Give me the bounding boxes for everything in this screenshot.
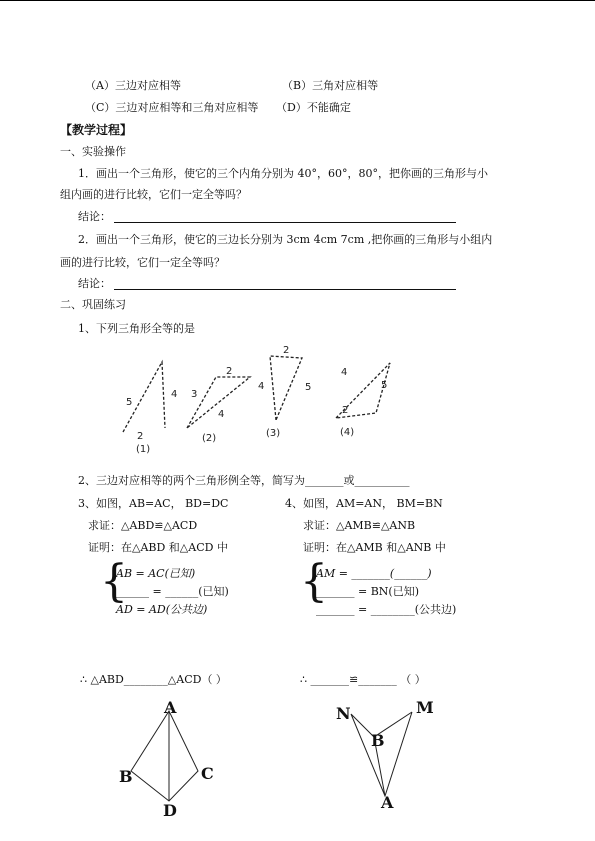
t2-side-c: 4 (218, 409, 225, 420)
part1-heading: 一、实验操作 (60, 145, 126, 158)
part1-q2-line2: 画的进行比较，它们一定全等吗？ (60, 256, 225, 269)
point-A-left: A (164, 698, 177, 717)
figure-left-shape (131, 711, 198, 801)
q4-proof: 证明：在△AMB 和△ANB 中 (303, 541, 446, 554)
point-A-right: A (381, 793, 394, 812)
q4-brace: { (300, 556, 328, 607)
point-N-right: N (336, 704, 351, 723)
point-M-right: M (416, 698, 434, 717)
q3-line2: ______ = ______(已知) (116, 585, 229, 598)
t4-side-c: 2 (342, 405, 349, 416)
q4-line3: _______ = ________(公共边) (316, 603, 457, 616)
t1-side-a: 5 (126, 397, 133, 408)
point-B-left: B (119, 767, 133, 786)
q3-brace: { (100, 556, 128, 607)
q3-given: 3、如图，AB=AC， BD=DC (78, 497, 229, 510)
option-a: （A）三边对应相等 (85, 79, 181, 92)
q4-conclusion: ∴ _______≌_______ （ ） (300, 673, 426, 686)
q3-line1: AB = AC(已知) (116, 567, 196, 580)
t3-label: (3) (266, 428, 281, 439)
q3-line3: AD = AD(公共边) (116, 603, 208, 616)
q4-given: 4、如图，AM=AN， BM=BN (285, 497, 443, 510)
t1-side-b: 4 (171, 389, 178, 400)
q3-prove: 求证：△ABD≌△ACD (88, 519, 198, 532)
point-B-right: B (371, 731, 385, 750)
conclusion-label-1: 结论： (78, 210, 111, 223)
part2-heading: 二、巩固练习 (60, 298, 126, 311)
figure-right-shape (351, 712, 412, 796)
point-D-left: D (163, 801, 177, 820)
part1-q1-line1: 1．画出一个三角形，使它的三个内角分别为 40°，60°，80°，把你画的三角形与小 (78, 167, 488, 180)
point-C-left: C (201, 764, 214, 783)
q3-conclusion: ∴ △ABD________△ACD（ ） (80, 673, 227, 686)
section-title: 【教学过程】 (60, 123, 133, 137)
t1-label: (1) (136, 444, 151, 455)
part1-q2-line1: 2．画出一个三角形，使它的三边长分别为 3cm 4cm 7cm ,把你画的三角形与小组内 (78, 233, 493, 246)
conclusion-label-2: 结论： (78, 277, 111, 290)
t1-side-c: 2 (137, 431, 144, 442)
part1-q1-line2: 组内画的进行比较，它们一定全等吗？ (60, 188, 247, 201)
t4-side-b: 5 (381, 380, 388, 391)
t4-label: (4) (340, 427, 355, 438)
q3-proof: 证明：在△ABD 和△ACD 中 (88, 541, 228, 554)
part2-q2: 2、三边对应相等的两个三角形例全等，简写为_______或__________ (78, 474, 410, 487)
t2-label: (2) (202, 433, 217, 444)
option-b: （B）三角对应相等 (282, 79, 379, 92)
q4-line2: _______ = BN(已知) (316, 585, 420, 598)
t3-side-b: 5 (305, 382, 312, 393)
t3-side-c: 4 (258, 381, 265, 392)
t3-side-a: 2 (283, 345, 290, 356)
option-c: （C）三边对应相等和三角对应相等 (85, 101, 259, 114)
part2-q1: 1、下列三角形全等的是 (78, 322, 195, 335)
q4-prove: 求证：△AMB≌△ANB (303, 519, 416, 532)
t2-side-b: 2 (226, 366, 233, 377)
t4-side-a: 4 (341, 367, 348, 378)
q4-line1: AM = _______(______) (316, 567, 432, 580)
t2-side-a: 3 (191, 389, 198, 400)
option-d: （D）不能确定 (276, 101, 351, 114)
